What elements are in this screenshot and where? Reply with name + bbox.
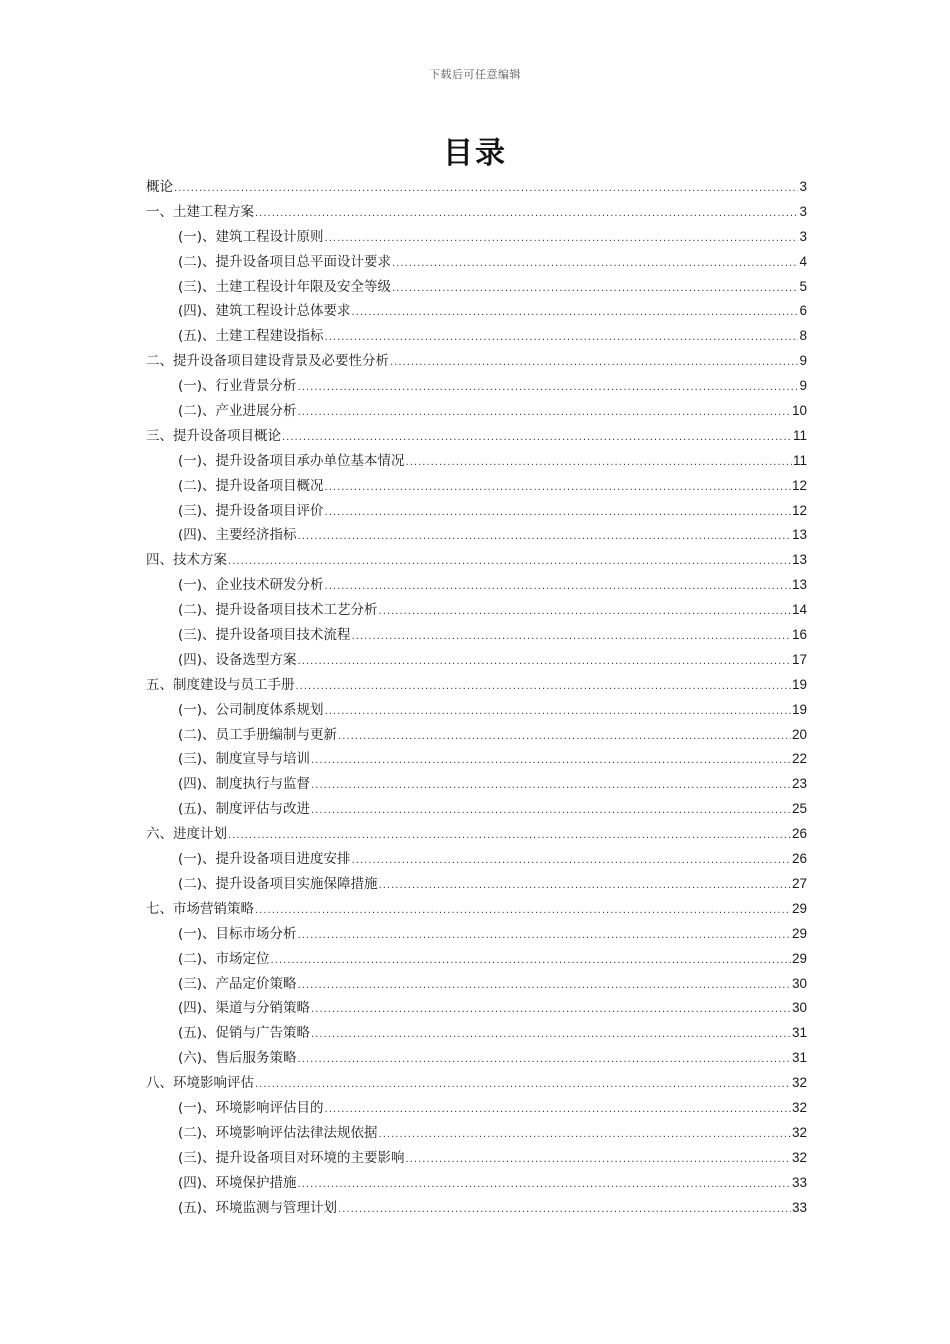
toc-entry-label: 七、市场营销策略 bbox=[146, 900, 254, 917]
toc-dot-leader bbox=[228, 824, 791, 849]
toc-entry-label: (二)、产业进展分析 bbox=[178, 403, 297, 420]
toc-entry-label: (三)、提升设备项目对环境的主要影响 bbox=[178, 1149, 405, 1166]
toc-dot-leader bbox=[255, 202, 798, 227]
toc-page-number: 33 bbox=[791, 1174, 807, 1190]
toc-entry[interactable] bbox=[146, 747, 807, 772]
toc-entry-label: 五、制度建设与员工手册 bbox=[146, 676, 295, 693]
toc-entry[interactable] bbox=[146, 673, 807, 698]
toc-page-number: 32 bbox=[791, 1124, 807, 1140]
toc-page-number: 17 bbox=[791, 651, 807, 667]
toc-page-number: 32 bbox=[791, 1099, 807, 1115]
toc-entry-label: (一)、公司制度体系规划 bbox=[178, 701, 324, 718]
toc-entry[interactable] bbox=[146, 772, 807, 797]
table-of-contents bbox=[146, 175, 807, 1220]
toc-entry[interactable] bbox=[146, 1146, 807, 1171]
toc-page-number: 13 bbox=[791, 552, 807, 568]
toc-page-number: 19 bbox=[791, 676, 807, 692]
toc-dot-leader bbox=[255, 1073, 791, 1098]
toc-entry[interactable] bbox=[146, 324, 807, 349]
toc-entry[interactable] bbox=[146, 1021, 807, 1046]
toc-dot-leader bbox=[338, 725, 791, 750]
toc-entry[interactable] bbox=[146, 175, 807, 200]
toc-entry[interactable] bbox=[146, 972, 807, 997]
toc-entry[interactable] bbox=[146, 1121, 807, 1146]
toc-entry-label: (四)、主要经济指标 bbox=[178, 527, 297, 544]
toc-entry-label: (一)、提升设备项目承办单位基本情况 bbox=[178, 452, 405, 469]
toc-dot-leader bbox=[379, 1123, 791, 1148]
toc-entry-label: (二)、市场定位 bbox=[178, 950, 270, 967]
toc-entry-label: (二)、环境影响评估法律法规依据 bbox=[178, 1124, 378, 1141]
toc-dot-leader bbox=[338, 1198, 791, 1223]
toc-dot-leader bbox=[325, 501, 791, 526]
toc-entry[interactable] bbox=[146, 548, 807, 573]
toc-entry-label: 三、提升设备项目概论 bbox=[146, 427, 281, 444]
toc-entry-label: (一)、企业技术研发分析 bbox=[178, 577, 324, 594]
toc-dot-leader bbox=[352, 625, 791, 650]
toc-entry[interactable] bbox=[146, 349, 807, 374]
toc-entry[interactable] bbox=[146, 225, 807, 250]
toc-entry-label: (四)、设备选型方案 bbox=[178, 651, 297, 668]
toc-entry[interactable] bbox=[146, 573, 807, 598]
toc-dot-leader bbox=[352, 849, 791, 874]
toc-dot-leader bbox=[298, 974, 791, 999]
toc-entry-label: (四)、渠道与分销策略 bbox=[178, 1000, 311, 1017]
toc-dot-leader bbox=[311, 998, 791, 1023]
toc-entry-label: (一)、建筑工程设计原则 bbox=[178, 228, 324, 245]
toc-dot-leader bbox=[325, 575, 791, 600]
toc-entry[interactable] bbox=[146, 1071, 807, 1096]
toc-page-number: 30 bbox=[791, 1000, 807, 1016]
toc-dot-leader bbox=[255, 899, 791, 924]
toc-entry-label: (三)、产品定价策略 bbox=[178, 975, 297, 992]
toc-entry-label: (三)、制度宣导与培训 bbox=[178, 751, 311, 768]
toc-entry[interactable] bbox=[146, 474, 807, 499]
toc-dot-leader bbox=[392, 252, 798, 277]
toc-entry[interactable] bbox=[146, 698, 807, 723]
toc-dot-leader bbox=[174, 177, 798, 202]
toc-title: 目录 bbox=[443, 136, 507, 171]
toc-page-number: 33 bbox=[791, 1199, 807, 1215]
toc-entry[interactable] bbox=[146, 374, 807, 399]
toc-dot-leader bbox=[325, 326, 799, 351]
toc-entry[interactable] bbox=[146, 399, 807, 424]
toc-dot-leader bbox=[379, 600, 791, 625]
toc-entry[interactable] bbox=[146, 200, 807, 225]
toc-page-number: 3 bbox=[799, 203, 807, 219]
toc-page-number: 4 bbox=[799, 253, 807, 269]
toc-entry[interactable] bbox=[146, 723, 807, 748]
toc-page-number: 29 bbox=[791, 925, 807, 941]
toc-entry-label: 二、提升设备项目建设背景及必要性分析 bbox=[146, 353, 389, 370]
toc-entry[interactable] bbox=[146, 1171, 807, 1196]
toc-dot-leader bbox=[390, 351, 798, 376]
toc-page-number: 32 bbox=[791, 1075, 807, 1091]
toc-entry-label: 六、进度计划 bbox=[146, 826, 227, 843]
toc-dot-leader bbox=[311, 774, 791, 799]
toc-entry[interactable] bbox=[146, 1096, 807, 1121]
toc-page-number: 22 bbox=[791, 751, 807, 767]
toc-entry[interactable] bbox=[146, 449, 807, 474]
toc-page-number: 31 bbox=[791, 1050, 807, 1066]
toc-dot-leader bbox=[406, 451, 792, 476]
toc-page-number: 3 bbox=[799, 228, 807, 244]
toc-page-number: 26 bbox=[791, 826, 807, 842]
toc-page-number: 3 bbox=[799, 179, 807, 194]
toc-dot-leader bbox=[325, 227, 799, 252]
toc-page-number: 29 bbox=[791, 950, 807, 966]
toc-page-number: 9 bbox=[799, 378, 807, 394]
toc-entry[interactable] bbox=[146, 1046, 807, 1071]
toc-entry-label: (五)、土建工程建设指标 bbox=[178, 328, 324, 345]
toc-dot-leader bbox=[298, 401, 791, 426]
toc-page-number: 11 bbox=[792, 427, 807, 443]
toc-page-number: 30 bbox=[791, 975, 807, 991]
toc-page-number: 32 bbox=[791, 1149, 807, 1165]
toc-dot-leader bbox=[379, 874, 791, 899]
toc-page-number: 6 bbox=[799, 303, 807, 319]
toc-dot-leader bbox=[298, 1173, 791, 1198]
toc-dot-leader bbox=[325, 700, 791, 725]
toc-entry[interactable] bbox=[146, 947, 807, 972]
toc-entry[interactable] bbox=[146, 523, 807, 548]
toc-entry-label: (二)、提升设备项目技术工艺分析 bbox=[178, 602, 378, 619]
toc-dot-leader bbox=[282, 426, 792, 451]
toc-page-number: 12 bbox=[791, 477, 807, 493]
toc-dot-leader bbox=[325, 476, 791, 501]
toc-entry-label: (二)、提升设备项目总平面设计要求 bbox=[178, 253, 392, 270]
toc-page-number: 25 bbox=[791, 801, 807, 817]
toc-entry[interactable] bbox=[146, 822, 807, 847]
toc-page-number: 23 bbox=[791, 776, 807, 792]
toc-dot-leader bbox=[228, 550, 791, 575]
toc-entry-label: (五)、制度评估与改进 bbox=[178, 801, 311, 818]
toc-dot-leader bbox=[298, 525, 791, 550]
toc-dot-leader bbox=[298, 650, 791, 675]
toc-dot-leader bbox=[271, 949, 791, 974]
toc-page-number: 10 bbox=[791, 403, 807, 419]
toc-page-number: 29 bbox=[791, 900, 807, 916]
toc-entry[interactable] bbox=[146, 1196, 807, 1221]
toc-entry-label: (四)、建筑工程设计总体要求 bbox=[178, 303, 351, 320]
toc-page-number: 27 bbox=[791, 875, 807, 891]
toc-page-number: 13 bbox=[791, 527, 807, 543]
toc-entry[interactable] bbox=[146, 250, 807, 275]
toc-entry-label: (五)、促销与广告策略 bbox=[178, 1025, 311, 1042]
toc-entry[interactable] bbox=[146, 275, 807, 300]
toc-entry[interactable] bbox=[146, 922, 807, 947]
toc-entry-label: 八、环境影响评估 bbox=[146, 1075, 254, 1092]
toc-entry-label: 四、技术方案 bbox=[146, 552, 227, 569]
toc-entry-label: (五)、环境监测与管理计划 bbox=[178, 1199, 338, 1216]
toc-entry[interactable] bbox=[146, 598, 807, 623]
toc-entry-label: (一)、目标市场分析 bbox=[178, 925, 297, 942]
toc-entry[interactable] bbox=[146, 897, 807, 922]
toc-entry-label: (一)、环境影响评估目的 bbox=[178, 1099, 324, 1116]
toc-dot-leader bbox=[296, 675, 791, 700]
toc-entry-label: (二)、提升设备项目实施保障措施 bbox=[178, 875, 378, 892]
toc-page-number: 9 bbox=[799, 353, 807, 369]
toc-dot-leader bbox=[392, 277, 798, 302]
toc-entry[interactable] bbox=[146, 872, 807, 897]
toc-dot-leader bbox=[298, 924, 791, 949]
toc-page-number: 11 bbox=[792, 452, 807, 468]
toc-page-number: 13 bbox=[791, 577, 807, 593]
toc-page-number: 12 bbox=[791, 502, 807, 518]
toc-dot-leader bbox=[298, 376, 799, 401]
toc-page-number: 31 bbox=[791, 1025, 807, 1041]
toc-page-number: 16 bbox=[791, 627, 807, 643]
toc-page-number: 26 bbox=[791, 851, 807, 867]
toc-entry-label: (一)、提升设备项目进度安排 bbox=[178, 851, 351, 868]
toc-entry-label: (二)、提升设备项目概况 bbox=[178, 477, 324, 494]
toc-dot-leader bbox=[298, 1048, 791, 1073]
toc-entry-label: (四)、环境保护措施 bbox=[178, 1174, 297, 1191]
toc-entry[interactable] bbox=[146, 499, 807, 524]
toc-dot-leader bbox=[311, 1023, 791, 1048]
toc-page-number: 19 bbox=[791, 701, 807, 717]
toc-dot-leader bbox=[325, 1098, 791, 1123]
toc-entry-label: (三)、提升设备项目技术流程 bbox=[178, 627, 351, 644]
toc-entry-label: (二)、员工手册编制与更新 bbox=[178, 726, 338, 743]
toc-entry[interactable] bbox=[146, 299, 807, 324]
toc-entry-label: (六)、售后服务策略 bbox=[178, 1050, 297, 1067]
toc-dot-leader bbox=[311, 749, 791, 774]
toc-entry[interactable] bbox=[146, 424, 807, 449]
toc-entry[interactable] bbox=[146, 996, 807, 1021]
toc-entry[interactable] bbox=[146, 847, 807, 872]
toc-dot-leader bbox=[352, 301, 799, 326]
toc-entry-label: (四)、制度执行与监督 bbox=[178, 776, 311, 793]
toc-entry-label: 概论 bbox=[146, 179, 173, 195]
toc-entry-label: (三)、提升设备项目评价 bbox=[178, 502, 324, 519]
toc-dot-leader bbox=[311, 799, 791, 824]
toc-entry[interactable] bbox=[146, 623, 807, 648]
toc-page-number: 5 bbox=[799, 278, 807, 294]
page-header-note: 下载后可任意编辑 bbox=[429, 68, 521, 81]
toc-dot-leader bbox=[406, 1148, 791, 1173]
toc-entry-label: (一)、行业背景分析 bbox=[178, 378, 297, 395]
toc-page-number: 20 bbox=[791, 726, 807, 742]
toc-entry-label: (三)、土建工程设计年限及安全等级 bbox=[178, 278, 392, 295]
toc-entry-label: 一、土建工程方案 bbox=[146, 203, 254, 220]
toc-page-number: 14 bbox=[791, 602, 807, 618]
toc-entry[interactable] bbox=[146, 648, 807, 673]
toc-entry[interactable] bbox=[146, 797, 807, 822]
toc-page-number: 8 bbox=[799, 328, 807, 344]
